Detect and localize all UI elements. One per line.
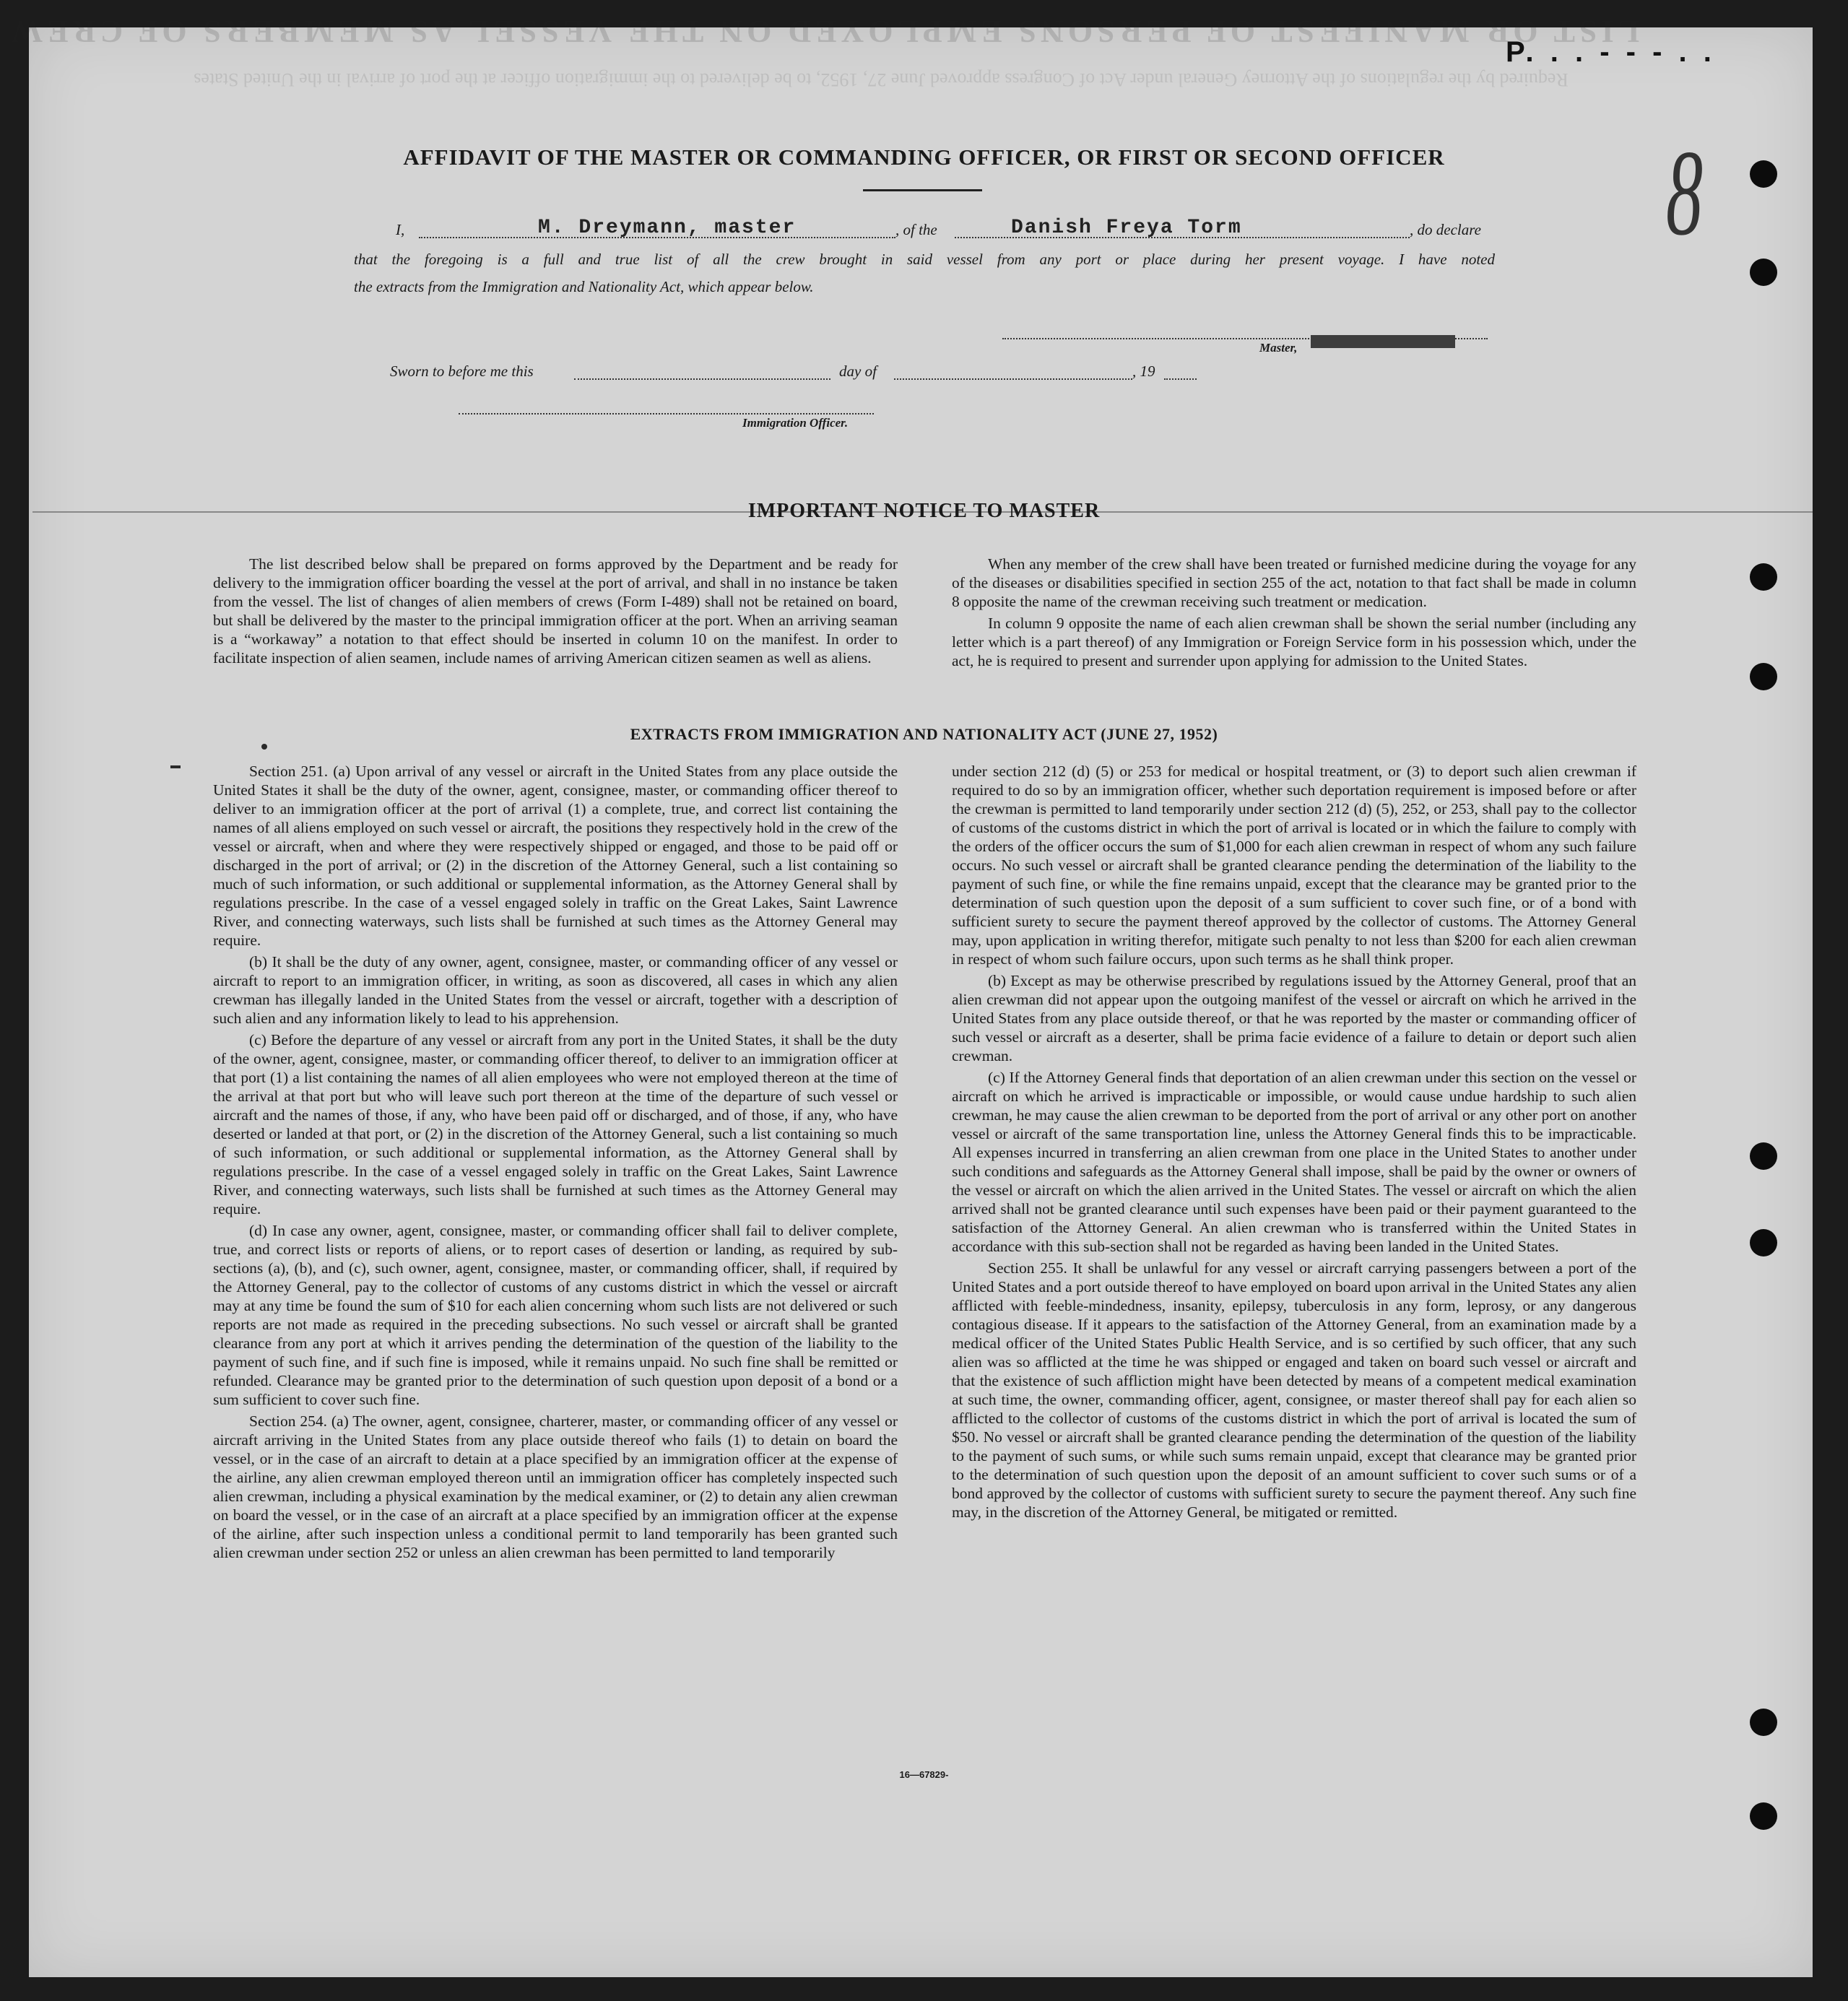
title-divider [863, 189, 982, 191]
section-251c: (c) Before the departure of any vessel or aircraft from any port in the United States, it shall be the duty of the owner, agent, consignee, master, or commanding officer thereof, to deliver to an immigration officer at that port (1) a list containing the names of all alien employees who were not employed thereon at the time of the arrival at that port but who will leave such port thereon at the time of the departure of such vessel or aircraft and the names of those, if any, who have been paid off or discharged, and of those, if any, who have deserted or landed at that port, or (2) in the discretion of the Attorney General, such a list containing so much of such information, or such additional or supplemental information, as the Attorney General shall by regulations prescribe. In the case of a vessel engaged solely in traffic on the Great Lakes, Saint Lawrence River, and connecting waterways, such lists shall be furnished at such times as the Attorney General may require. [213, 1031, 898, 1217]
corner-handwritten-mark: P. . . - - - . . [1506, 36, 1716, 68]
day-of-label: day of [839, 363, 877, 380]
of-the-label: , of the [895, 221, 937, 238]
section-255: Section 255. It shall be unlawful for any vessel or aircraft carrying passengers between a port of the United States and a port outside thereof to have employed on board upon arrival in the United States any alien afflicted with feeble-mindedness, insanity, epilepsy, tuberculosis in any form, leprosy, or any dangerous contagious disease. If it appears to the satisfaction of the Attorney General, from an examination made by a medical officer of the United States Public Health Service, and is so certified by such officer, that any such alien was so afflicted at the time he was shipped or engaged and taken on board such vessel or aircraft and that the existence of such affliction might have been detected by means of a competent medical examination at such time, the owner, commanding officer, agent, consignee, or master thereof shall pay for each alien so afflicted to the collector of customs of the customs district in which the port of arrival is located the sum of $50. No vessel or aircraft shall be granted clearance pending the determination of the question of the liability to the payment of such sums, or while such sums remain unpaid, except that clearance may be granted prior to the determination of such question upon the deposit of an amount sufficient to cover such sums or of a bond approved by the collector of customs with sufficient surety to secure the payment thereof. Any such fine may, in the discretion of the Attorney General, be mitigated or remitted. [952, 1259, 1636, 1521]
affidavit-title: AFFIDAVIT OF THE MASTER OR COMMANDING OFFICER, OR FIRST OR SECOND OFFICER [403, 144, 1445, 170]
sworn-label: Sworn to before me this [390, 363, 534, 380]
punch-hole [1750, 1229, 1777, 1256]
section-251d: (d) In case any owner, agent, consignee, master, or commanding officer shall fail to deliver complete, true, and correct lists or reports of aliens, or to report cases of desertion or landing, as required by sub-sections (a), (b), and (c), such owner, agent, consignee, master, or commanding officer, shall, if required by the Attorney General, pay to the collector of customs of any customs district in which the vessel or aircraft may at any time be found the sum of $10 for each alien concerning whom such lists are not delivered or such reports are not made as required in the preceding subsections. No such vessel or aircraft shall be granted clearance from any port at which it arrives pending the determination of the question of the liability to the payment of such fine, and if such fine is imposed, while it remains unpaid. No such fine shall be remitted or refunded. Clearance may be granted prior to the determination of such question upon deposit of a bond or a sum sufficient to cover such fine. [213, 1222, 898, 1408]
affidavit-i-label: I, [396, 221, 405, 238]
punch-hole [1750, 1802, 1777, 1830]
master-name-value: M. Dreymann, master [538, 217, 797, 239]
extracts-right-column [952, 762, 1636, 1524]
punch-hole [1750, 1142, 1777, 1170]
section-251b: (b) It shall be the duty of any owner, agent, consignee, master, or commanding officer of any vessel or aircraft to report to an immigration officer, in writing, as soon as discovered, all cases in which any alien crewman has illegally landed in the United States from the vessel or aircraft, together with a description of such alien and any information likely to lead to his apprehension. [213, 953, 898, 1027]
officer-caption: Immigration Officer. [742, 416, 849, 430]
year-field [1164, 378, 1197, 380]
extracts-left-column [213, 762, 898, 1565]
declaration-line-2: the extracts from the Immigration and Nationality Act, which appear below. [354, 278, 814, 295]
ink-smudge [261, 744, 267, 750]
month-field [894, 378, 1132, 380]
extracts-title: EXTRACTS FROM IMMIGRATION AND NATIONALITY ACT (JUNE 27, 1952) [630, 725, 1218, 743]
handwritten-page-number: 8 [1666, 125, 1703, 261]
punch-hole [1750, 563, 1777, 591]
bleed-through-subtitle: Required by the regulations of the Attorney General under Act of Congress approved June 27, 1952, to be delivered to the immigration officer at the port of arrival in the United States [194, 69, 1569, 90]
ink-smudge [170, 765, 181, 768]
punch-hole [1750, 259, 1777, 286]
sworn-date-field [574, 378, 830, 380]
notice-paragraph: In column 9 opposite the name of each alien crewman shall be shown the serial number (including any letter which is a part thereof) of any Immigration or Foreign Service form in his possession which, under the act, he is required to present and surrender upon applying for admission to the United States. [952, 615, 1636, 669]
notice-title: IMPORTANT NOTICE TO MASTER [747, 500, 1101, 522]
declaration-line-1: that the foregoing is a full and true list of all the crew brought in said vessel from any port or place during her present voyage. I have noted [354, 251, 1495, 268]
section-254a: Section 254. (a) The owner, agent, consignee, charterer, master, or commanding officer of any vessel or aircraft arriving in the United States from any place outside thereof who fails (1) to detain on board the vessel, or in the case of an aircraft to detain at a place specified by an immigration officer at the expense of the airline, any alien crewman employed thereon until an immigration officer has completely inspected such alien crewman, including a physical examination by the medical examiner, or (2) to detain any alien crewman on board the vessel, or in the case of an aircraft at a place specified by an immigration officer at the expense of the airline, after such inspection unless a conditional permit to land temporarily has been granted such alien crewman under section 252 or unless an alien crewman has been permitted to land temporarily [213, 1412, 898, 1561]
notice-paragraph: The list described below shall be prepared on forms approved by the Department and be ready for delivery to the immigration officer boarding the vessel at the port of arrival, and shall in no instance be taken from the vessel. The list of changes of alien members of crews (Form I-489) shall not be retained on board, but shall be delivered by the master to the principal immigration officer at the port. When an arriving seaman is a “workaway” a notation to that effect should be inserted in column 10 on the manifest. In order to facilitate inspection of alien seamen, include names of arriving American citizen seamen as well as aliens. [213, 555, 898, 667]
section-251a: Section 251. (a) Upon arrival of any vessel or aircraft in the United States from any place outside the United States it shall be the duty of the owner, agent, consignee, master, or commanding officer thereof to deliver to an immigration officer at the port of arrival (1) a complete, true, and correct list containing the names of all aliens employed on such vessel or aircraft, the positions they respectively hold in the crew of the vessel or aircraft, when and where they were respectively shipped or engaged, and those to be paid off or discharged in the port of arrival; or (2) in the discretion of the Attorney General, such a list containing so much of such information, or such additional or supplemental information, as the Attorney General shall by regulations prescribe. In the case of a vessel engaged solely in traffic on the Great Lakes, Saint Lawrence River, and connecting waterways, such lists shall be furnished at such times as the Attorney General may require. [213, 763, 898, 949]
officer-signature-line [459, 413, 874, 414]
declaration-text [354, 246, 1495, 300]
form-number: 16—67829- [899, 1769, 949, 1780]
do-declare-label: , do declare [1410, 221, 1481, 238]
punch-hole [1750, 663, 1777, 690]
section-254c: (c) If the Attorney General finds that deportation of an alien crewman under this section on the vessel or aircraft on which he arrived is impracticable or impossible, or would cause undue hardship to such alien crewman, he may cause the alien crewman to be deported from the port of arrival or any other port on another vessel or aircraft of the same transportation line, unless the Attorney General finds this to be impracticable. All expenses incurred in transferring an alien crewman from one place in the United States to another under such conditions and safeguards as the Attorney General shall impose, shall be paid by the owner or owners of the vessel or aircraft on which the alien arrived in the United States. The vessel or aircraft on which the alien arrived shall not be granted clearance until such expenses have been paid or their payment guaranteed to the satisfaction of the Attorney General. An alien crewman who is transferred within the United States in accordance with this sub-section shall not be regarded as having been landed in the United States. [952, 1069, 1636, 1255]
master-caption: Master, [1259, 341, 1298, 355]
year-label: , 19 [1132, 363, 1155, 380]
punch-hole [1750, 1709, 1777, 1736]
vessel-name-value: Danish Freya Torm [1011, 217, 1242, 239]
notice-right-column [952, 555, 1636, 673]
notice-paragraph: When any member of the crew shall have been treated or furnished medicine during the voyage for any of the diseases or disabilities specified in section 255 of the act, notation to that fact shall be made in column 8 opposite the name of the crewman receiving such treatment or medication. [952, 555, 1636, 610]
struck-out-text [1311, 335, 1455, 348]
bleed-through-title: LIST OR MANIFEST OF PERSONS EMPLOYED ON THE VESSEL AS MEMBERS OF CREW [6, 14, 1639, 49]
section-254a-continued: under section 212 (d) (5) or 253 for medical or hospital treatment, or (3) to deport such alien crewman if required to do so by an immigration officer, whether such deportation requirement is imposed before or after the crewman is permitted to land temporarily under section 212 (d) (5), 252, or 253, shall pay to the collector of customs of the customs district in which the port of arrival is located or in which the failure to comply with the orders of the officer occurs the sum of $1,000 for each alien crewman in respect of whom any such failure occurs. No such vessel or aircraft shall be granted clearance pending the determination of the liability to the payment of such fine, or while the fine remains unpaid, except that the clearance may be granted prior to the determination of such question upon the deposit of a sum sufficient to cover such fine, or of a bond with sufficient surety to secure the payment thereof approved by the collector of customs. The Attorney General may, upon application in writing therefor, mitigate such penalty to not less than $200 for each alien crewman in respect of whom such failure occurs, upon such terms as he shall think proper. [952, 763, 1636, 968]
section-254b: (b) Except as may be otherwise prescribed by regulations issued by the Attorney General, proof that an alien crewman did not appear upon the outgoing manifest of the vessel or aircraft on which he arrived in the United States from any place outside thereof, or that he was reported by the master or commanding officer of such vessel or aircraft as a deserter, shall be prima facie evidence of a failure to detain or deport such alien crewman. [952, 972, 1636, 1064]
notice-left-column [213, 555, 898, 670]
